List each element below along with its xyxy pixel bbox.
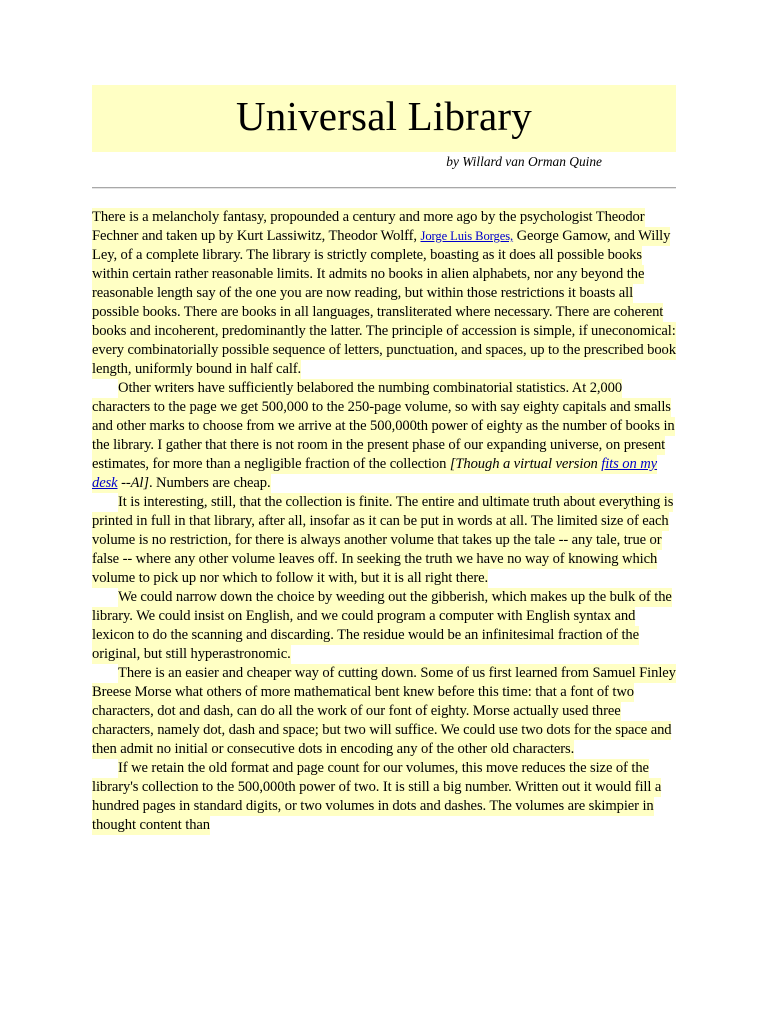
paragraph-5	[92, 664, 676, 759]
paragraph-4-text: We could narrow down the choice by weeding out the gibberish, which makes up the bulk of the library. We could insist on English, and we could program a computer with English syntax and lexicon to do the scanning and discarding. The residue would be an infinitesimal fraction of the original, but still hyperastronomic.	[92, 589, 672, 662]
article-body	[92, 208, 676, 835]
paragraph-2-text-a: Other writers have sufficiently belabored the numbing combinatorial statistics. At 2,000 characters to the page we get 500,000 to the 250-page volume, so with say eighty capitals and smalls and other marks to choose from we arrive at the 500,000th power of eighty as the number of books in the library. I gather that there is not room in the present phase of our expanding universe, on present estimates, for more than a negligible fraction of the collection	[92, 380, 675, 472]
paragraph-3	[92, 493, 676, 588]
borges-link[interactable]: Jorge Luis Borges,	[420, 229, 514, 243]
paragraph-highlight	[92, 379, 675, 493]
fits-on-my-desk-link[interactable]: fits on my desk	[92, 456, 658, 491]
paragraph-4	[92, 588, 676, 664]
paragraph-highlight	[92, 208, 676, 379]
page-title: Universal Library	[236, 93, 532, 139]
author-byline: by Willard van Orman Quine	[446, 154, 602, 169]
paragraph-2-text-b: . Numbers are cheap.	[148, 475, 271, 491]
paragraph-1-text-b: George Gamow, and Willy Ley, of a complete library. The library is strictly complete, boasting as it does all possible books within certain rather reasonable limits. It admits no books in alien alphabets, nor any beyond the reasonable length say of the one you are now reading, but within those restrictions it boasts all possible books. There are books in all languages, transliterated where necessary. There are coherent books and incoherent, predominantly the latter. The principle of accession is simple, if uneconomical: every combinatorially possible sequence of letters, punctuation, and spaces, up to the prescribed book length, uniformly bound in half calf.	[92, 228, 676, 377]
paragraph-6-text: If we retain the old format and page count for our volumes, this move reduces the size of the library's collection to the 500,000th power of two. It is still a big number. Written out it would fill a hundred pages in standard digits, or two volumes in dots and dashes. The volumes are skimpier in thought content than	[92, 760, 662, 833]
editor-note-text-a: [Though a virtual version	[449, 456, 602, 472]
paragraph-2	[92, 379, 676, 493]
paragraph-6	[92, 759, 676, 835]
header-divider	[92, 187, 676, 189]
paragraph-3-text: It is interesting, still, that the collection is finite. The entire and ultimate truth about everything is printed in full in that library, after all, insofar as it can be put in words at all. The limited size of each volume is no restriction, for there is always another volume that takes up the tale -- any tale, true or false -- where any other volume leaves off. In seeking the truth we have no way of knowing which volume to pick up nor which to follow it with, but it is all right there.	[92, 494, 674, 586]
paragraph-1	[92, 208, 676, 379]
document-page	[92, 85, 676, 835]
editor-note-text-b: --Al]	[117, 475, 149, 491]
paragraph-5-text: There is an easier and cheaper way of cutting down. Some of us first learned from Samuel Finley Breese Morse what others of more mathematical bent knew before this time: that a font of two characters, dot and dash, can do all the work of our font of eighty. Morse actually used three characters, namely dot, dash and space; but two will suffice. We could use two dots for the space and then admit no initial or consecutive dots in encoding any of the other old characters.	[92, 665, 676, 757]
paragraph-1-text-a: There is a melancholy fantasy, propounded a century and more ago by the psychologist Theodor Fechner and taken up by Kurt Lassiwitz, Theodor Wolff,	[92, 209, 645, 244]
title-banner	[92, 85, 676, 152]
